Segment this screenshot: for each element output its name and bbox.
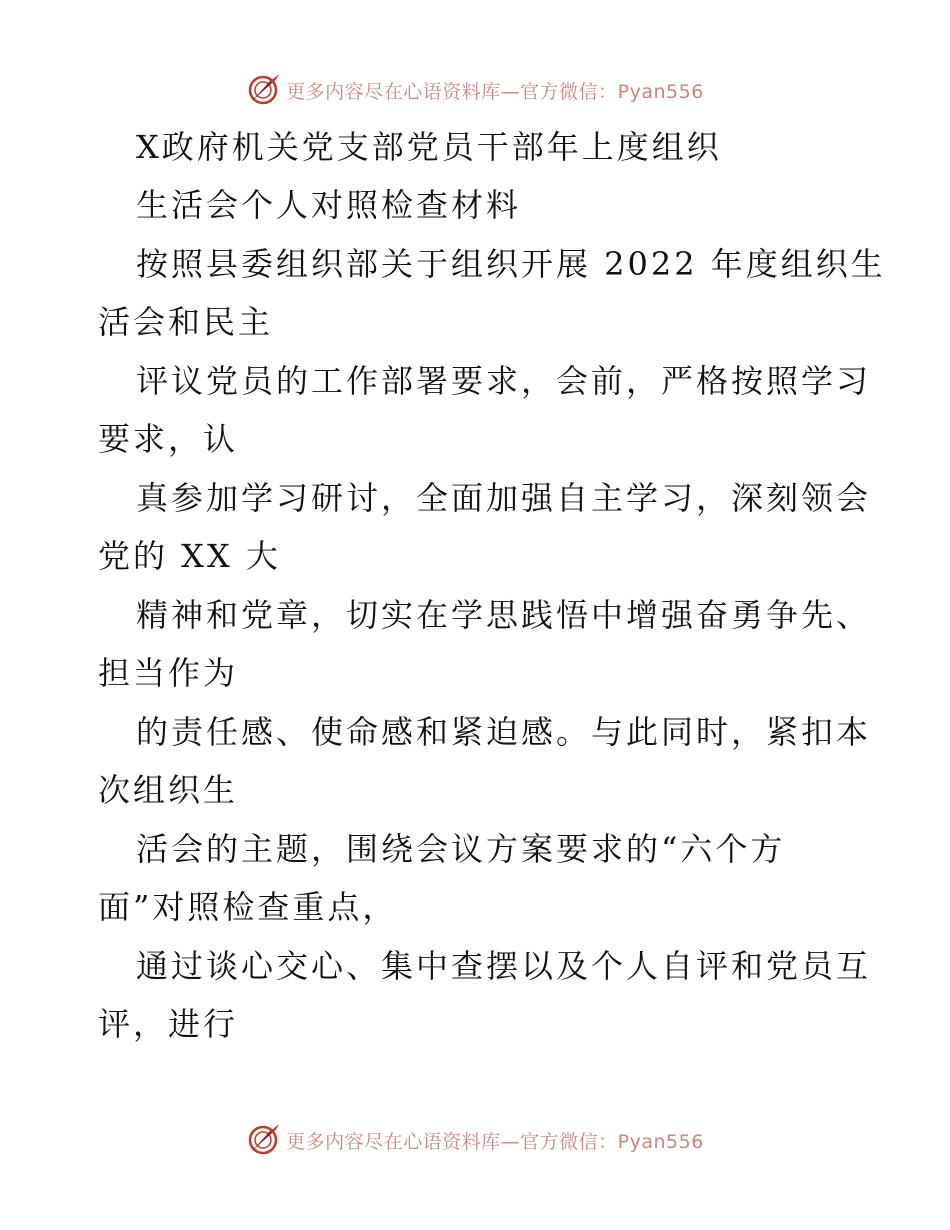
title-line-1: X政府机关党支部党员干部年上度组织 [136,128,722,166]
footer-watermark-banner [0,1120,950,1160]
paragraph-line: 活会的主题，围绕会议方案要求的“六个方 [136,830,786,868]
paragraph-line: 次组织生 [98,771,239,809]
feather-pen-logo-icon [246,73,280,107]
watermark-text: 更多内容尽在心语资料库—官方微信：Pyan556 [286,80,704,103]
paragraph-line: 按照县委组织部关于组织开展 2022 年度组织生 [136,245,886,283]
paragraph-line: 活会和民主 [98,303,274,341]
title-line-2: 生活会个人对照检查材料 [136,186,522,224]
watermark-text: 更多内容尽在心语资料库—官方微信：Pyan556 [286,1130,704,1153]
paragraph-line: 精神和党章，切实在学思践悟中增强奋勇争先、 [136,596,872,634]
paragraph-line: 的责任感、使命感和紧迫感。与此同时，紧扣本 [136,713,872,751]
paragraph-line: 面”对照检查重点， [98,888,398,926]
header-watermark-banner [0,70,950,110]
paragraph-line: 评议党员的工作部署要求，会前，严格按照学习 [136,362,872,400]
paragraph-line: 要求，认 [98,420,239,458]
paragraph-line: 通过谈心交心、集中查摆以及个人自评和党员互 [136,947,872,985]
feather-pen-logo-icon [246,1123,280,1157]
paragraph-line: 真参加学习研讨，全面加强自主学习，深刻领会 [136,479,872,517]
paragraph-line: 党的 XX 大 [98,537,281,575]
paragraph-line: 担当作为 [98,654,239,692]
paragraph-line: 评，进行 [98,1005,239,1043]
